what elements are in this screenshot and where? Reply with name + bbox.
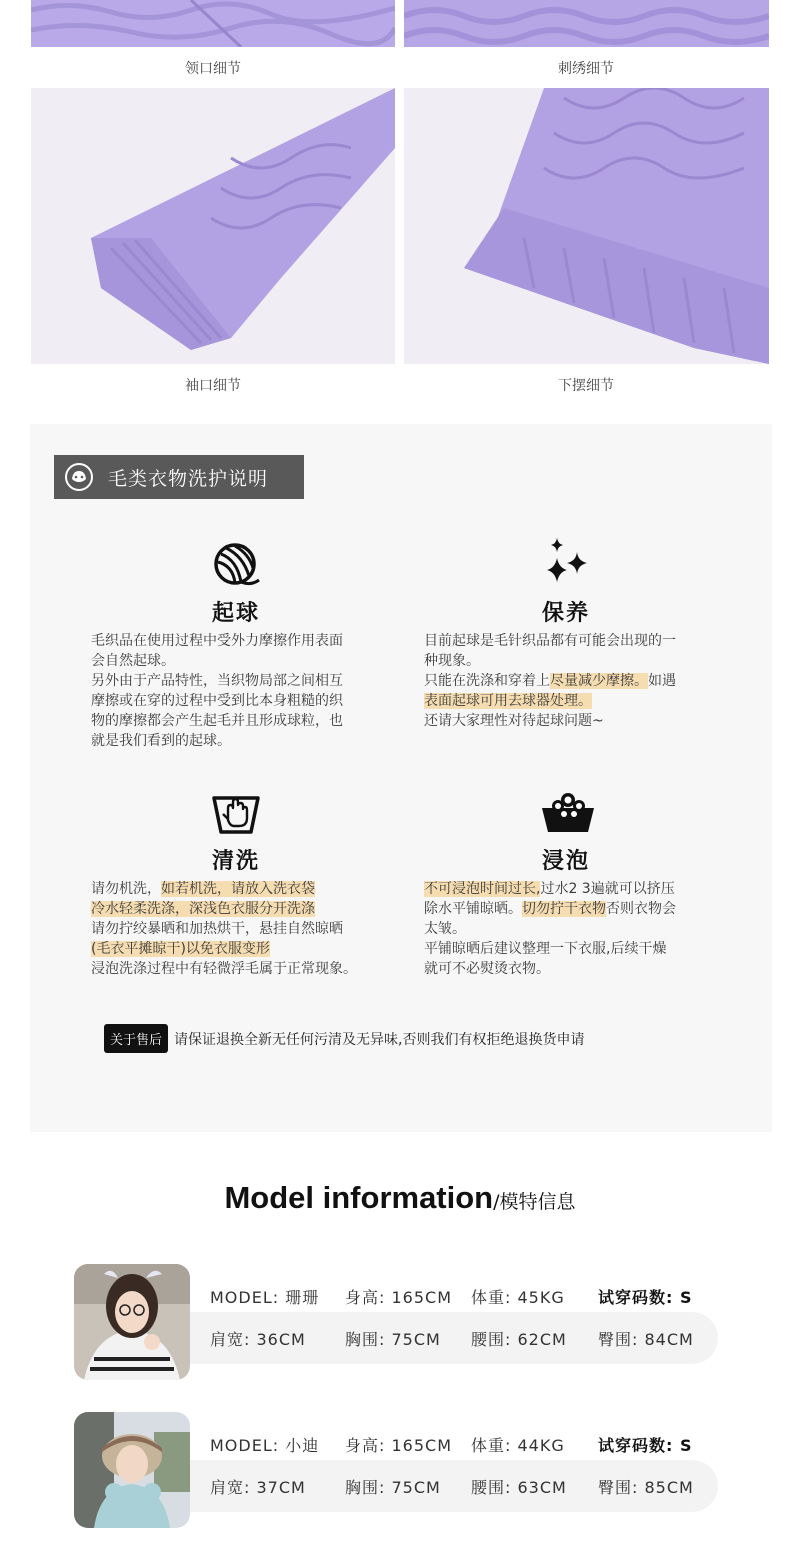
soaking-line: 就可不必熨烫衣物。 (424, 961, 550, 977)
washing-line: 浸泡洗涤过程中有轻微浮毛属于正常现象。 (91, 961, 357, 977)
model-card (74, 1412, 734, 1528)
model-size: 试穿码数: S (598, 1288, 693, 1307)
pilling-line: 物的摩擦都会产生起毛并且形成球粒，也 (91, 713, 343, 729)
pilling-line: 毛织品在使用过程中受外力摩擦作用表面 (91, 633, 343, 649)
collar-detail-caption: 领口细节 (185, 61, 241, 77)
model-shoulder: 肩宽: 36CM (210, 1330, 306, 1349)
model-name: MODEL: 珊珊 (210, 1288, 320, 1307)
model-info-heading (0, 1180, 800, 1216)
embroidery-detail-caption: 刺绣细节 (558, 61, 614, 77)
soaking-title: 浸泡 (541, 849, 590, 874)
maintenance-line: 目前起球是毛针织品都有可能会出现的一 (424, 633, 676, 649)
pilling-text (91, 631, 343, 751)
washing-line: (毛衣平摊晾干)以免衣服变形 (91, 941, 270, 957)
pilling-line: 会自然起球。 (91, 653, 175, 669)
model-card (74, 1264, 734, 1380)
after-sales-notice (104, 1024, 584, 1053)
cuff-detail-caption: 袖口细节 (185, 378, 241, 394)
avatar (74, 1412, 190, 1528)
washing-line: 请勿拧绞暴晒和加热烘干，悬挂自然晾晒 (91, 921, 343, 937)
model-info-title-en: Model information (224, 1180, 494, 1215)
soaking-text (424, 879, 676, 979)
model-weight: 体重: 44KG (471, 1436, 565, 1455)
soaking-line: 不可浸泡时间过长,过水2 3遍就可以挤压 (424, 881, 675, 897)
model-chest: 胸围: 75CM (345, 1330, 441, 1349)
avatar (74, 1264, 190, 1380)
care-instructions-panel (30, 424, 772, 1132)
yarn-ball-icon (211, 540, 261, 590)
care-header (54, 455, 304, 499)
washing-title: 清洗 (211, 849, 260, 874)
model-waist: 腰围: 62CM (471, 1330, 567, 1349)
embroidery-detail-photo (404, 0, 769, 47)
maintenance-line: 只能在洗涤和穿着上尽量减少摩擦。如遇 (424, 673, 676, 689)
sparkle-icon (541, 536, 591, 586)
after-sales-text: 请保证退换全新无任何污清及无异味,否则我们有权拒绝退换货申请 (174, 1031, 585, 1048)
care-header-title: 毛类衣物洗护说明 (108, 467, 269, 490)
wool-logo-icon (64, 462, 94, 492)
pilling-line: 另外由于产品特性，当织物局部之间相互 (91, 673, 343, 689)
maintenance-line: 表面起球可用去球器处理。 (424, 693, 592, 709)
pilling-title: 起球 (211, 601, 260, 626)
maintenance-line: 种现象。 (424, 653, 480, 669)
maintenance-line: 还请大家理性对待起球问题~ (424, 713, 604, 729)
model-height: 身高: 165CM (345, 1288, 452, 1307)
collar-detail-photo (31, 0, 395, 47)
model-hip: 臀围: 84CM (598, 1330, 694, 1349)
pilling-line: 摩擦或在穿的过程中受到比本身粗糙的织 (91, 693, 343, 709)
model-waist: 腰围: 63CM (471, 1478, 567, 1497)
hem-detail-caption: 下摆细节 (558, 378, 614, 394)
hem-detail-photo (404, 88, 769, 364)
soaking-line: 太皱。 (424, 921, 466, 937)
model-size: 试穿码数: S (598, 1436, 693, 1455)
after-sales-tag: 关于售后 (104, 1024, 168, 1053)
model-weight: 体重: 45KG (471, 1288, 565, 1307)
maintenance-title: 保养 (541, 601, 590, 626)
cuff-detail-photo (31, 88, 395, 364)
pilling-line: 就是我们看到的起球。 (91, 733, 231, 749)
hand-wash-icon (211, 788, 261, 838)
model-info-title-cn: /模特信息 (493, 1191, 576, 1213)
washing-line: 冷水轻柔洗涤，深浅色衣服分开洗涤 (91, 901, 315, 917)
soaking-line: 除水平铺晾晒。切勿拧干衣物否则衣物会 (424, 901, 676, 917)
model-height: 身高: 165CM (345, 1436, 452, 1455)
model-chest: 胸围: 75CM (345, 1478, 441, 1497)
model-shoulder: 肩宽: 37CM (210, 1478, 306, 1497)
model-hip: 臀围: 85CM (598, 1478, 694, 1497)
washing-text (91, 879, 357, 979)
washing-line: 请勿机洗，如若机洗，请放入洗衣袋 (91, 881, 315, 897)
model-name: MODEL: 小迪 (210, 1436, 320, 1455)
soak-basin-icon (538, 788, 598, 838)
maintenance-text (424, 631, 676, 731)
soaking-line: 平铺晾晒后建议整理一下衣服,后续干燥 (424, 941, 667, 957)
